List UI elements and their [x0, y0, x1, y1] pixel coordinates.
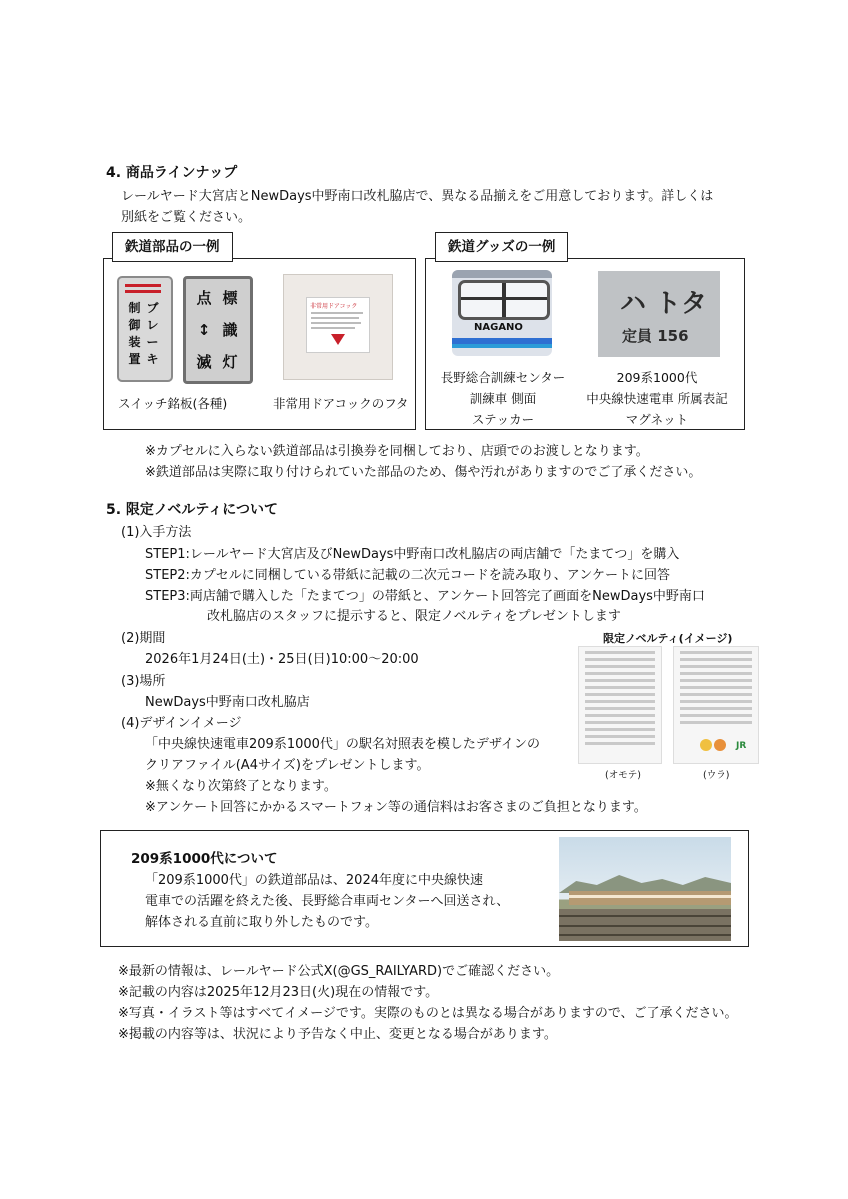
period-value: 2026年1月24日(土)・25日(日)10:00〜20:00 — [145, 652, 419, 667]
design-line1: 「中央線快速電車209系1000代」の駅名対照表を模したデザインの — [145, 737, 540, 752]
warning-triangle-icon — [331, 334, 345, 345]
plate1-char: 置 — [128, 352, 141, 366]
switch-nameplate-2 — [183, 276, 253, 384]
footer-note3: ※写真・イラスト等はすべてイメージです。実際のものとは異なる場合がありますので、ご了承ください。 — [118, 1006, 738, 1021]
sticker-nagano-text: NAGANO — [474, 322, 523, 333]
door-cock-lid-photo — [283, 274, 393, 380]
magnet-caption — [574, 367, 740, 430]
switch-nameplate-1 — [117, 276, 173, 382]
section5-heading: 5. 限定ノベルティについて — [106, 502, 278, 518]
jr-logo-icon: JR — [736, 741, 747, 751]
sticker-caption-l3: ステッカー — [471, 412, 535, 427]
section4-intro-line2: 別紙をご覧ください。 — [121, 210, 252, 225]
plate2-char: 点 — [196, 289, 212, 307]
plate1-char: 制 — [128, 301, 141, 315]
magnet-caption-l3: マグネット — [625, 412, 689, 427]
railway-goods-tab: 鉄道グッズの一例 — [435, 232, 568, 262]
footer-note1: ※最新の情報は、レールヤード公式X(@GS_RAILYARD)でご確認ください。 — [118, 964, 560, 979]
magnet-text-1: ハ トタ — [620, 289, 708, 319]
mascot-icon — [700, 739, 712, 751]
mascot-icon — [714, 739, 726, 751]
section4-heading: 4. 商品ラインナップ — [106, 165, 238, 181]
place-value: NewDays中野南口改札脇店 — [145, 695, 310, 710]
plate2-char: 識 — [222, 321, 238, 339]
sticker-caption-l2: 訓練車 側面 — [469, 391, 537, 406]
design-heading: (4)デザインイメージ — [121, 716, 242, 731]
about-title: 209系1000代について — [131, 851, 278, 867]
section4-note1: ※カプセルに入らない鉄道部品は引換券を同梱しており、店頭でのお渡しとなります。 — [145, 444, 649, 459]
plate1-char: レ — [146, 318, 159, 332]
door-cock-lid-caption: 非常用ドアコックのフタ — [273, 396, 409, 411]
design-line2: クリアファイル(A4サイズ)をプレゼントします。 — [145, 758, 430, 773]
training-car-sticker-photo — [452, 270, 552, 356]
plate1-char: ブ — [146, 301, 159, 315]
period-heading: (2)期間 — [121, 631, 166, 646]
switch-nameplate-caption: スイッチ銘板(各種) — [118, 396, 228, 411]
footer-note4: ※掲載の内容等は、状況により予告なく中止、変更となる場合があります。 — [118, 1027, 557, 1042]
novelty-front-image — [578, 646, 662, 764]
section4-intro-line1: レールヤード大宮店とNewDays中野南口改札脇店で、異なる品揃えをご用意しております。詳しくは — [121, 189, 714, 204]
step1: STEP1:レールヤード大宮店及びNewDays中野南口改札脇店の両店舗で「たまてつ」を購入 — [145, 547, 680, 562]
about-line2: 電車での活躍を終えた後、長野総合車両センターへ回送され、 — [145, 894, 510, 909]
magnet-caption-l1: 209系1000代 — [616, 370, 698, 385]
footer-note2: ※記載の内容は2025年12月23日(火)現在の情報です。 — [118, 985, 439, 1000]
about-line3: 解体される直前に取り外したものです。 — [145, 915, 378, 930]
plate2-char: ↕ — [197, 321, 211, 339]
plate1-char: 装 — [128, 335, 141, 349]
step2: STEP2:カプセルに同梱している帯紙に記載の二次元コードを読み取り、アンケートに回答 — [145, 568, 670, 583]
railway-parts-tab: 鉄道部品の一例 — [112, 232, 233, 262]
magnet-text-2: 定員 156 — [622, 327, 689, 345]
magnet-caption-l2: 中央線快速電車 所属表記 — [586, 391, 728, 406]
depot-magnet-photo — [598, 271, 720, 357]
section4-note2: ※鉄道部品は実際に取り付けられていた部品のため、傷や汚れがありますのでご了承ください。 — [145, 465, 702, 480]
sticker-caption-l1: 長野総合訓練センター — [440, 370, 566, 385]
plate1-char: 御 — [128, 318, 141, 332]
sticker-caption — [430, 367, 576, 430]
plate2-char: 標 — [222, 289, 238, 307]
method-heading: (1)入手方法 — [121, 525, 192, 540]
plate2-char: 滅 — [196, 353, 212, 371]
design-note1: ※無くなり次第終了となります。 — [145, 779, 337, 794]
design-note2: ※アンケート回答にかかるスマートフォン等の通信料はお客さまのご負担となります。 — [145, 800, 647, 815]
about-line1: 「209系1000代」の鉄道部品は、2024年度に中央線快速 — [145, 873, 483, 888]
place-heading: (3)場所 — [121, 674, 166, 689]
door-cock-card-title: 非常用ドアコック — [310, 303, 358, 310]
train-photo — [559, 837, 731, 941]
novelty-front-label: (オモテ) — [605, 770, 641, 781]
novelty-title: 限定ノベルティ(イメージ) — [603, 632, 733, 645]
plate2-char: 灯 — [222, 353, 238, 371]
novelty-back-label: (ウラ) — [703, 770, 730, 781]
novelty-back-image — [673, 646, 759, 764]
step3-line1: STEP3:両店舗で購入した「たまてつ」の帯紙と、アンケート回答完了画面をNewDays中野南口 — [145, 589, 705, 604]
plate1-char: キ — [146, 352, 159, 366]
step3-line2: 改札脇店のスタッフに提示すると、限定ノベルティをプレゼントします — [207, 609, 621, 624]
plate1-char: ー — [146, 335, 159, 349]
